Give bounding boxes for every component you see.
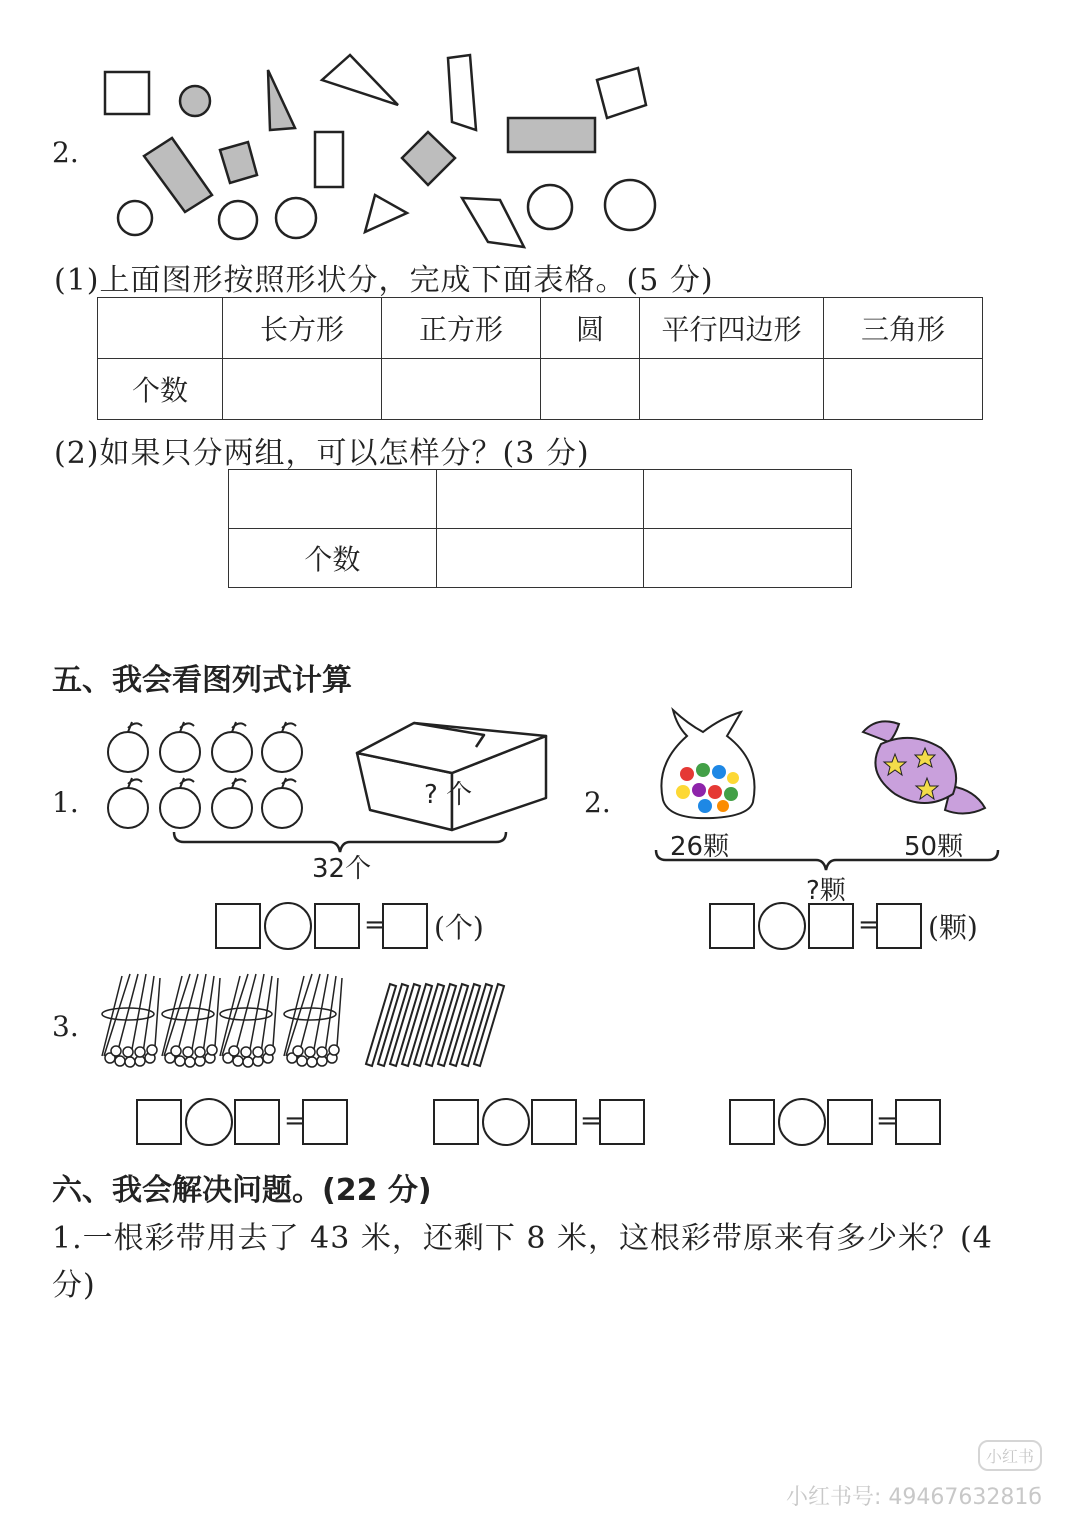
problem-text-continued: 分) (52, 1268, 96, 1303)
table-header-cell: 三角形 (824, 298, 983, 359)
sticks-figure (100, 970, 520, 1080)
answer-box[interactable] (827, 1099, 873, 1145)
equals-sign: = (580, 1106, 602, 1136)
watermark-text: 小红书号: 4946763281б (786, 1485, 1042, 1510)
answer-box[interactable] (876, 903, 922, 949)
question-label: ?颗 (806, 876, 846, 906)
rectangle-shape (315, 132, 343, 187)
table-row-label: 个数 (229, 529, 437, 588)
question-number: 2. (52, 136, 79, 169)
square-shape (105, 72, 149, 114)
answer-box[interactable] (433, 1099, 479, 1145)
total-label: 32个 (312, 854, 372, 884)
rectangle-shape (508, 118, 595, 152)
answer-cell[interactable] (824, 359, 983, 420)
circle-shape (605, 180, 655, 230)
answer-box[interactable] (531, 1099, 577, 1145)
answer-cell[interactable] (436, 529, 644, 588)
problem-number: 2. (584, 786, 611, 819)
part2-prompt: (2)如果只分两组，可以怎样分？(3 分) (54, 436, 590, 471)
triangle-shape (365, 195, 407, 232)
answer-box[interactable] (302, 1099, 348, 1145)
answer-box[interactable] (729, 1099, 775, 1145)
stick-bundle-icon (162, 974, 220, 1067)
box-label: ? 个 (424, 780, 473, 810)
shapes-figure (100, 50, 680, 250)
answer-box[interactable] (314, 903, 360, 949)
two-group-table (228, 469, 852, 588)
apple-icon (160, 778, 200, 828)
square-shape (402, 132, 455, 185)
section-6-title: 六、我会解决问题。(22 分) (52, 1173, 432, 1208)
answer-box[interactable] (234, 1099, 280, 1145)
apple-icon (262, 722, 302, 772)
circle-shape (180, 86, 210, 116)
problem-number: 3. (52, 1010, 79, 1043)
answer-box[interactable] (215, 903, 261, 949)
circle-shape (528, 185, 572, 229)
table-header-cell: 圆 (541, 298, 640, 359)
right-amount-label: 50颗 (904, 832, 964, 862)
circle-shape (219, 201, 257, 239)
stick-bundle-icon (284, 974, 342, 1067)
answer-cell[interactable] (382, 359, 541, 420)
circle-shape (276, 198, 316, 238)
square-shape (597, 68, 646, 118)
answer-box[interactable] (599, 1099, 645, 1145)
shape-count-table (97, 297, 983, 420)
answer-cell[interactable] (541, 359, 640, 420)
brace-icon (652, 848, 1002, 872)
operator-circle[interactable] (778, 1098, 826, 1146)
equals-sign: = (364, 910, 386, 940)
triangle-shape (322, 55, 398, 105)
watermark-logo: 小红书 (978, 1440, 1042, 1471)
problem-text: 1.一根彩带用去了 43 米，还剩下 8 米，这根彩带原来有多少米？(4 (52, 1221, 993, 1256)
table-header-cell: 正方形 (382, 298, 541, 359)
apple-icon (108, 722, 148, 772)
operator-circle[interactable] (758, 902, 806, 950)
stick-bundle-icon (102, 974, 160, 1067)
answer-box[interactable] (895, 1099, 941, 1145)
answer-cell[interactable] (640, 359, 824, 420)
single-sticks-icon (366, 984, 504, 1066)
table-header-cell: 平行四边形 (640, 298, 824, 359)
rectangle-shape (144, 138, 212, 212)
parallelogram-shape (448, 55, 476, 130)
answer-box[interactable] (709, 903, 755, 949)
left-amount-label: 26颗 (670, 832, 730, 862)
table-header-cell (98, 298, 223, 359)
answer-box[interactable] (808, 903, 854, 949)
part1-prompt: (1)上面图形按照形状分，完成下面表格。(5 分) (54, 263, 714, 298)
circle-shape (118, 201, 152, 235)
apple-icon (212, 778, 252, 828)
apples-figure (104, 714, 304, 834)
unit-label: (颗) (928, 911, 978, 944)
equals-sign: = (284, 1106, 306, 1136)
operator-circle[interactable] (482, 1098, 530, 1146)
apple-icon (160, 722, 200, 772)
answer-box[interactable] (382, 903, 428, 949)
problem-number: 1. (52, 786, 79, 819)
operator-circle[interactable] (264, 902, 312, 950)
table-header-cell: 长方形 (223, 298, 382, 359)
candy-icon (855, 712, 995, 827)
answer-cell[interactable] (223, 359, 382, 420)
square-shape (220, 142, 257, 183)
apple-icon (212, 722, 252, 772)
answer-cell[interactable] (229, 470, 437, 529)
answer-cell[interactable] (436, 470, 644, 529)
answer-cell[interactable] (644, 470, 852, 529)
equals-sign: = (858, 910, 880, 940)
table-row-label: 个数 (98, 359, 223, 420)
candy-bag-icon (655, 702, 760, 822)
apple-icon (262, 778, 302, 828)
operator-circle[interactable] (185, 1098, 233, 1146)
unit-label: (个) (434, 911, 484, 944)
apple-icon (108, 778, 148, 828)
parallelogram-shape (462, 198, 524, 247)
equals-sign: = (876, 1106, 898, 1136)
stick-bundle-icon (220, 974, 278, 1067)
section-5-title: 五、我会看图列式计算 (52, 663, 352, 698)
answer-cell[interactable] (644, 529, 852, 588)
triangle-shape (268, 70, 295, 130)
answer-box[interactable] (136, 1099, 182, 1145)
